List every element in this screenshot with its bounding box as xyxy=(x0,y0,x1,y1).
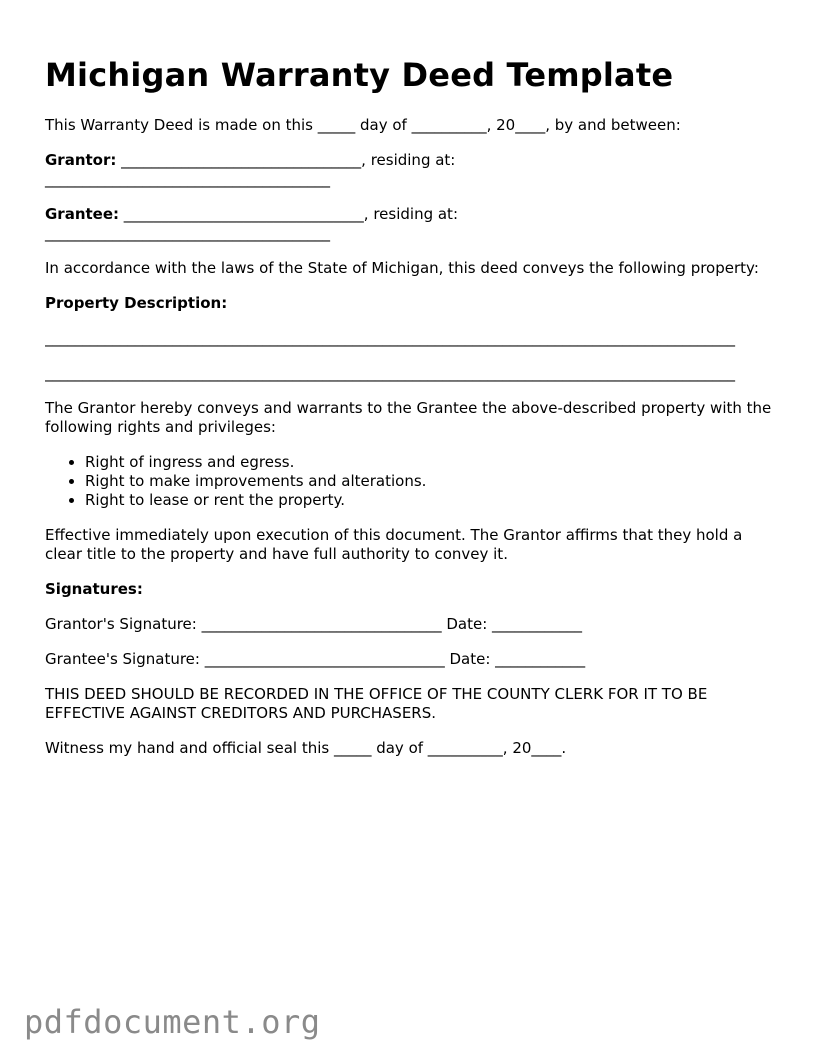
grantor-block xyxy=(45,151,780,189)
property-description-label: Property Description: xyxy=(45,294,228,312)
grantor-label: Grantor: xyxy=(45,151,117,169)
document-title: Michigan Warranty Deed Template xyxy=(45,56,674,94)
watermark-text: pdfdocument.org xyxy=(24,1003,321,1041)
document-page xyxy=(45,55,780,774)
property-description-line-1: ____________________________________________________________________________________________ xyxy=(45,329,735,347)
rights-list-item: • Right to make improvements and alterations. xyxy=(85,472,780,491)
grantee-signature-line: Grantee's Signature: ________________________________ Date: ____________ xyxy=(45,650,586,668)
rights-list-item: • Right to lease or rent the property. xyxy=(85,491,780,510)
grantee-block xyxy=(45,205,780,243)
conveys-paragraph: The Grantor hereby conveys and warrants to the Grantee the above-described property with the following rights and privileges: xyxy=(45,399,772,436)
signatures-heading xyxy=(45,580,780,599)
grantee-label: Grantee: xyxy=(45,205,120,223)
grantor-signature-line: Grantor's Signature: ________________________________ Date: ____________ xyxy=(45,615,583,633)
signatures-label: Signatures: xyxy=(45,580,143,598)
recording-notice: THIS DEED SHOULD BE RECORDED IN THE OFFICE OF THE COUNTY CLERK FOR IT TO BE EFFECTIVE AGAINST CREDITORS AND PURCHASERS. xyxy=(45,685,708,722)
accordance-paragraph: In accordance with the laws of the State of Michigan, this deed conveys the following property: xyxy=(45,259,759,277)
effective-paragraph: Effective immediately upon execution of this document. The Grantor affirms that they hold a clear title to the property and have full authority to convey it. xyxy=(45,526,743,563)
grantor-address-line: ______________________________________ xyxy=(45,170,330,188)
property-description-line-2: ____________________________________________________________________________________________ xyxy=(45,364,735,382)
grantee-name-line: ________________________________, residing at: xyxy=(119,205,458,223)
grantor-name-line: ________________________________, residing at: xyxy=(116,151,456,169)
rights-list-item: • Right of ingress and egress. xyxy=(85,453,780,472)
rights-list xyxy=(45,453,780,510)
witness-paragraph: Witness my hand and official seal this _____ day of __________, 20____. xyxy=(45,739,567,757)
property-description-section xyxy=(45,294,780,383)
grantee-address-line: ______________________________________ xyxy=(45,224,330,242)
intro-paragraph: This Warranty Deed is made on this _____ day of __________, 20____, by and between: xyxy=(45,116,681,134)
